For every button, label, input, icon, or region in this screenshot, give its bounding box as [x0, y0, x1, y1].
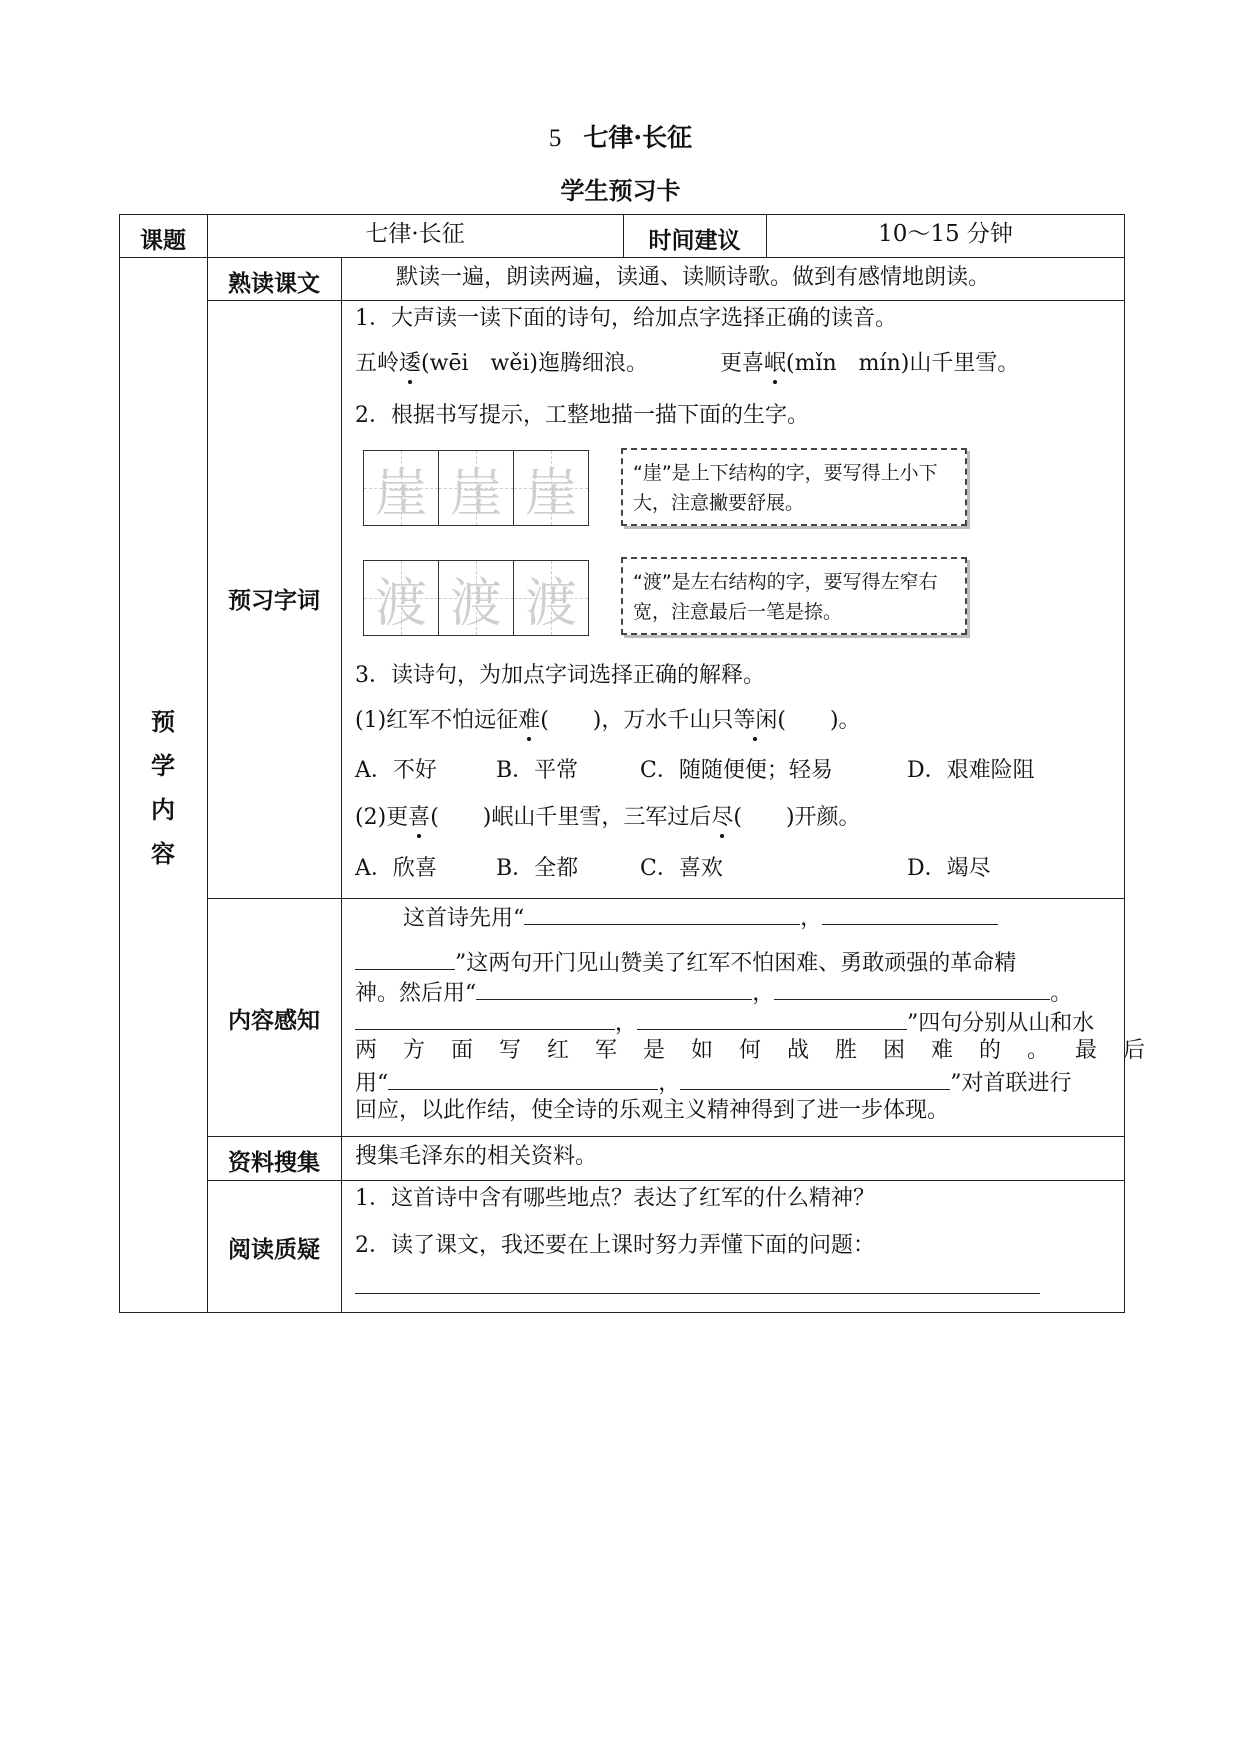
answer-blank[interactable]: [355, 1007, 615, 1030]
option: C．喜欢: [640, 856, 723, 881]
answer-blank[interactable]: [388, 1067, 658, 1090]
read-label: 熟读课文: [228, 271, 320, 297]
question-label: 阅读质疑: [228, 1237, 320, 1263]
content-line: ， ”四句分别从山和水: [355, 1007, 1094, 1038]
option: D．艰难险阻: [907, 758, 1035, 783]
section-label-char: 内: [151, 796, 175, 824]
option: C．随随便便；轻易: [640, 758, 833, 783]
option: B．平常: [496, 758, 579, 783]
option: A．欣喜: [355, 856, 437, 881]
words-q3: 3．读诗句，为加点字词选择正确的解释。: [355, 663, 765, 688]
option: A．不好: [355, 758, 437, 783]
answer-blank[interactable]: [822, 902, 998, 925]
dotted-char: 岷: [764, 351, 787, 376]
tracing-cell[interactable]: 崖: [364, 451, 439, 525]
row-divider: [207, 898, 1125, 899]
section-label-char: 学: [151, 752, 175, 780]
words-q1-line-a: 五岭逶(wēi wěi)迤腾细浪。: [355, 351, 648, 376]
answer-blank[interactable]: [637, 1007, 907, 1030]
dotted-char: 尽: [711, 805, 734, 830]
writing-tip-ya: “崖”是上下结构的字，要写得上小下大，注意撇要舒展。: [621, 448, 967, 526]
tracing-cell[interactable]: 渡: [514, 561, 588, 635]
content-label: 内容感知: [228, 1008, 320, 1034]
question-q2: 2．读了课文，我还要在上课时努力弄懂下面的问题：: [355, 1233, 875, 1258]
time-label: 时间建议: [648, 228, 741, 254]
card-subtitle: 学生预习卡: [560, 176, 681, 205]
words-label: 预习字词: [228, 588, 320, 614]
tracing-grid-du: [363, 560, 589, 636]
words-q1: 1．大声读一读下面的诗句，给加点字选择正确的读音。: [355, 306, 897, 331]
lesson-title: 七律·长征: [583, 123, 693, 152]
question-q1: 1．这首诗中含有哪些地点？表达了红军的什么精神？: [355, 1186, 875, 1211]
topic-label: 课题: [140, 228, 186, 254]
answer-line[interactable]: [355, 1293, 1040, 1294]
section-label-char: 容: [151, 840, 175, 868]
tracing-cell[interactable]: 崖: [514, 451, 588, 525]
answer-blank[interactable]: [476, 977, 752, 1000]
dotted-char: 难: [518, 708, 541, 733]
topic-value: 七律·长征: [365, 221, 465, 247]
row-divider: [207, 1180, 1125, 1181]
writing-tip-du: “渡”是左右结构的字，要写得左窄右宽，注意最后一笔是捺。: [621, 557, 967, 635]
tracing-cell[interactable]: 渡: [364, 561, 439, 635]
read-text: 默读一遍，朗读两遍，读通、读顺诗歌。做到有感情地朗读。: [396, 265, 991, 290]
tracing-cell[interactable]: 渡: [439, 561, 514, 635]
row-divider: [207, 300, 1125, 301]
content-line: 回应，以此作结，使全诗的乐观主义精神得到了进一步体现。: [355, 1098, 950, 1123]
section-label-char: 预: [151, 708, 175, 736]
content-line: 神。然后用“ ， 。: [355, 977, 1072, 1008]
answer-blank[interactable]: [680, 1067, 950, 1090]
words-q3-2: (2)更喜( )岷山千里雪，三军过后尽( )开颜。: [355, 805, 861, 830]
dotted-char: 逶: [399, 351, 422, 376]
content-line: 用“ ， ”对首联进行: [355, 1067, 1072, 1098]
section-label: [119, 700, 207, 876]
answer-blank[interactable]: [774, 977, 1050, 1000]
content-line: ”这两句开门见山赞美了红军不怕困难、勇敢顽强的革命精: [355, 947, 1016, 978]
row-divider: [207, 1136, 1125, 1137]
option: B．全都: [496, 856, 579, 881]
page-title: [0, 118, 1241, 154]
content-line: 两方面写红军是如何战胜困难的。最后: [355, 1038, 1172, 1063]
tracing-grid-ya: [363, 450, 589, 526]
col-divider: [341, 257, 342, 1313]
words-q2: 2．根据书写提示，工整地描一描下面的生字。: [355, 403, 809, 428]
dotted-word: 等闲: [733, 708, 778, 733]
collect-label: 资料搜集: [228, 1150, 320, 1176]
dotted-char: 喜: [408, 805, 431, 830]
words-q3-1: (1)红军不怕远征难( )，万水千山只等闲( )。: [355, 708, 861, 733]
time-value: 10～15 分钟: [878, 221, 1013, 247]
collect-text: 搜集毛泽东的相关资料。: [355, 1144, 598, 1169]
answer-blank[interactable]: [524, 902, 800, 925]
row-divider: [119, 257, 1125, 258]
answer-blank[interactable]: [355, 947, 455, 970]
lesson-number: 5: [548, 125, 562, 152]
words-q1-line-b: 更喜岷(mǐn mín)山千里雪。: [720, 351, 1020, 376]
option: D．竭尽: [907, 856, 991, 881]
tracing-cell[interactable]: 崖: [439, 451, 514, 525]
content-line: 这首诗先用“ ，: [403, 902, 998, 933]
